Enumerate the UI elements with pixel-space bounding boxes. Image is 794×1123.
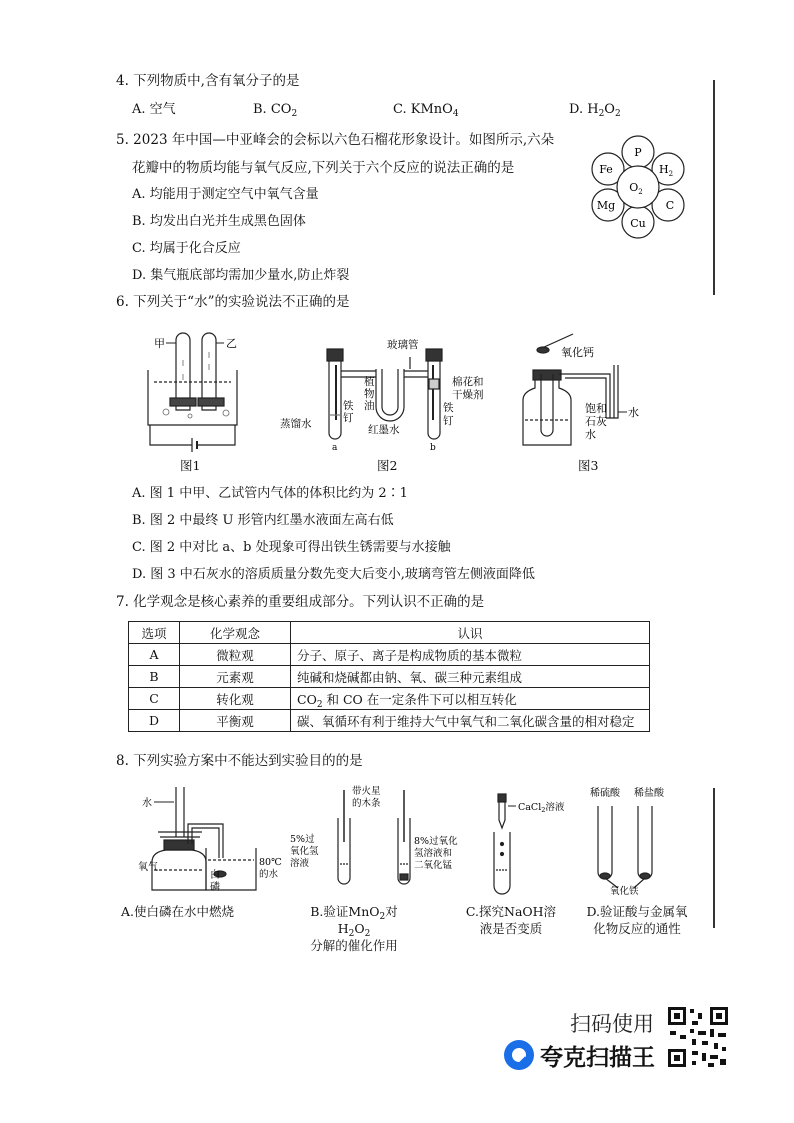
svg-text:物: 物: [364, 388, 375, 400]
q8a-caption: A.使白磷在水中燃烧: [121, 904, 235, 919]
table-header: 选项: [129, 622, 180, 644]
svg-text:Mg: Mg: [596, 199, 616, 212]
q4-option-a: A. 空气: [132, 102, 176, 117]
q7-table: [128, 621, 650, 732]
q8-stem: 8. 下列实验方案中不能达到实验目的的是: [116, 753, 363, 769]
svg-text:的木条: 的木条: [352, 798, 381, 809]
q5-option-d: D. 集气瓶底部均需加少量水,防止炸裂: [132, 268, 350, 283]
svg-text:氧化铁: 氧化铁: [610, 886, 639, 897]
table-row: [129, 710, 650, 732]
quark-logo-icon: [504, 1040, 534, 1070]
table-cell: 碳、氧循环有利于维持大气中氧气和二氧化碳含量的相对稳定: [291, 710, 650, 732]
table-cell: 纯碱和烧碱都由钠、氧、碳三种元素组成: [291, 666, 650, 688]
svg-text:8%过氧化: 8%过氧化: [414, 836, 458, 847]
table-cell: 分子、原子、离子是构成物质的基本微粒: [291, 644, 650, 666]
svg-text:钉: 钉: [443, 415, 454, 427]
qr-code-icon: [666, 1005, 730, 1069]
svg-text:二氧化锰: 二氧化锰: [414, 860, 453, 871]
q5-stem-line1: 5. 2023 年中国—中亚峰会的会标以六色石榴花形象设计。如图所示,六朵: [116, 132, 555, 148]
q6-option-b: B. 图 2 中最终 U 形管内红墨水液面左高右低: [132, 513, 394, 528]
svg-text:铁: 铁: [443, 402, 454, 414]
svg-text:水: 水: [142, 798, 152, 809]
table-cell: B: [129, 666, 180, 688]
svg-text:Cu: Cu: [630, 217, 646, 230]
svg-text:油: 油: [364, 400, 375, 412]
svg-text:钉: 钉: [343, 412, 354, 424]
q8c-caption: C.探究NaOH溶 液是否变质: [465, 904, 557, 936]
q5-option-a: A. 均能用于测定空气中氧气含量: [132, 187, 319, 202]
svg-text:稀盐酸: 稀盐酸: [634, 788, 664, 799]
watermark-brand: 夸克扫描王: [540, 1045, 655, 1071]
table-cell: D: [129, 710, 180, 732]
svg-text:蒸馏水: 蒸馏水: [280, 418, 312, 430]
fig3-calcium-oxide: [515, 330, 665, 455]
q4-option-d: D. $H_2O_2$: [569, 102, 621, 119]
svg-text:磷: 磷: [210, 882, 220, 893]
scan-margin-line: [713, 80, 715, 295]
watermark-scan-text: 扫码使用: [570, 1012, 654, 1036]
table-cell: 微粒观: [180, 644, 291, 666]
table-header: 认识: [291, 622, 650, 644]
fig1-electrolysis: [140, 330, 245, 455]
svg-text:b: b: [430, 443, 436, 453]
table-cell: C: [129, 688, 180, 710]
svg-text:甲: 甲: [154, 337, 165, 350]
table-header-row: [129, 622, 650, 644]
table-row: [129, 688, 650, 710]
table-cell: 平衡观: [180, 710, 291, 732]
table-row: [129, 666, 650, 688]
table-cell: $CO_2$ 和 CO 在一定条件下可以相互转化: [291, 688, 650, 710]
q8d-apparatus: [586, 782, 696, 897]
svg-text:Fe: Fe: [599, 163, 613, 176]
svg-text:氧气: 氧气: [138, 862, 158, 873]
svg-text:稀硫酸: 稀硫酸: [590, 788, 620, 799]
table-row: [129, 644, 650, 666]
svg-text:5%过: 5%过: [290, 834, 315, 845]
q5-option-c: C. 均属于化合反应: [132, 241, 241, 256]
q4-option-b: B. $CO_2$: [253, 102, 298, 119]
q6-stem: 6. 下列关于“水”的实验说法不正确的是: [116, 294, 350, 310]
fig1-caption: 图1: [180, 458, 201, 473]
q8b-caption: B.验证MnO$_2$对$H_2O_2$ 分解的催化作用: [310, 904, 398, 953]
fig3-caption: 图3: [578, 458, 599, 473]
svg-text:H2: $H_2$: [658, 163, 674, 178]
table-cell: 转化观: [180, 688, 291, 710]
svg-text:氧化氢: 氧化氢: [290, 846, 319, 857]
q5-stem-line2: 花瓣中的物质均能与氧气反应,下列关于六个反应的说法正确的是: [132, 160, 515, 176]
q4-stem: 4. 下列物质中,含有氧分子的是: [116, 73, 300, 89]
svg-text:植: 植: [364, 376, 375, 388]
table-cell: 元素观: [180, 666, 291, 688]
svg-text:铁: 铁: [343, 400, 354, 412]
svg-text:的水: 的水: [259, 869, 279, 880]
fig2-rust-experiment: [280, 335, 495, 455]
svg-text:白: 白: [210, 870, 220, 881]
svg-text:红墨水: 红墨水: [368, 424, 400, 436]
svg-text:干燥剂: 干燥剂: [452, 389, 484, 401]
svg-text:a: a: [332, 443, 338, 453]
svg-text:石灰: 石灰: [585, 415, 607, 428]
q6-option-c: C. 图 2 中对比 a、b 处现象可得出铁生锈需要与水接触: [132, 540, 451, 555]
svg-text:CaCl2溶液: CaCl$_2$溶液: [518, 802, 565, 814]
table-cell: A: [129, 644, 180, 666]
svg-text:O2: $O_2$: [629, 181, 643, 196]
q8c-apparatus: [478, 782, 588, 897]
svg-text:水: 水: [585, 428, 596, 441]
q8a-apparatus: [138, 782, 288, 897]
svg-text:乙: 乙: [226, 337, 237, 350]
q8d-caption: D.验证酸与金属氧 化物反应的通性: [586, 904, 688, 936]
svg-text:溶液: 溶液: [290, 858, 310, 869]
scan-margin-line-2: [713, 788, 715, 928]
svg-text:氧化钙: 氧化钙: [561, 346, 594, 359]
q4-option-c: C. KMnO$_4$: [393, 102, 459, 119]
svg-text:玻璃管: 玻璃管: [387, 339, 419, 351]
pomegranate-flower-diagram: [586, 135, 690, 239]
svg-text:棉花和: 棉花和: [452, 376, 484, 388]
svg-text:P: P: [634, 146, 642, 159]
q6-option-a: A. 图 1 中甲、乙试管内气体的体积比约为 2∶1: [132, 486, 408, 501]
svg-text:饱和: 饱和: [585, 402, 607, 415]
fig2-caption: 图2: [377, 458, 398, 473]
svg-text:氢溶液和: 氢溶液和: [414, 848, 453, 859]
q6-option-d: D. 图 3 中石灰水的溶质质量分数先变大后变小,玻璃弯管左侧液面降低: [132, 567, 535, 582]
svg-text:C: C: [665, 199, 675, 212]
svg-text:水: 水: [628, 406, 639, 419]
svg-text:带火星: 带火星: [352, 786, 381, 797]
table-header: 化学观念: [180, 622, 291, 644]
svg-text:80℃: 80℃: [259, 857, 282, 868]
q5-option-b: B. 均发出白光并生成黑色固体: [132, 214, 306, 229]
q7-stem: 7. 化学观念是核心素养的重要组成部分。下列认识不正确的是: [116, 594, 485, 610]
q8b-apparatus: [290, 782, 458, 897]
